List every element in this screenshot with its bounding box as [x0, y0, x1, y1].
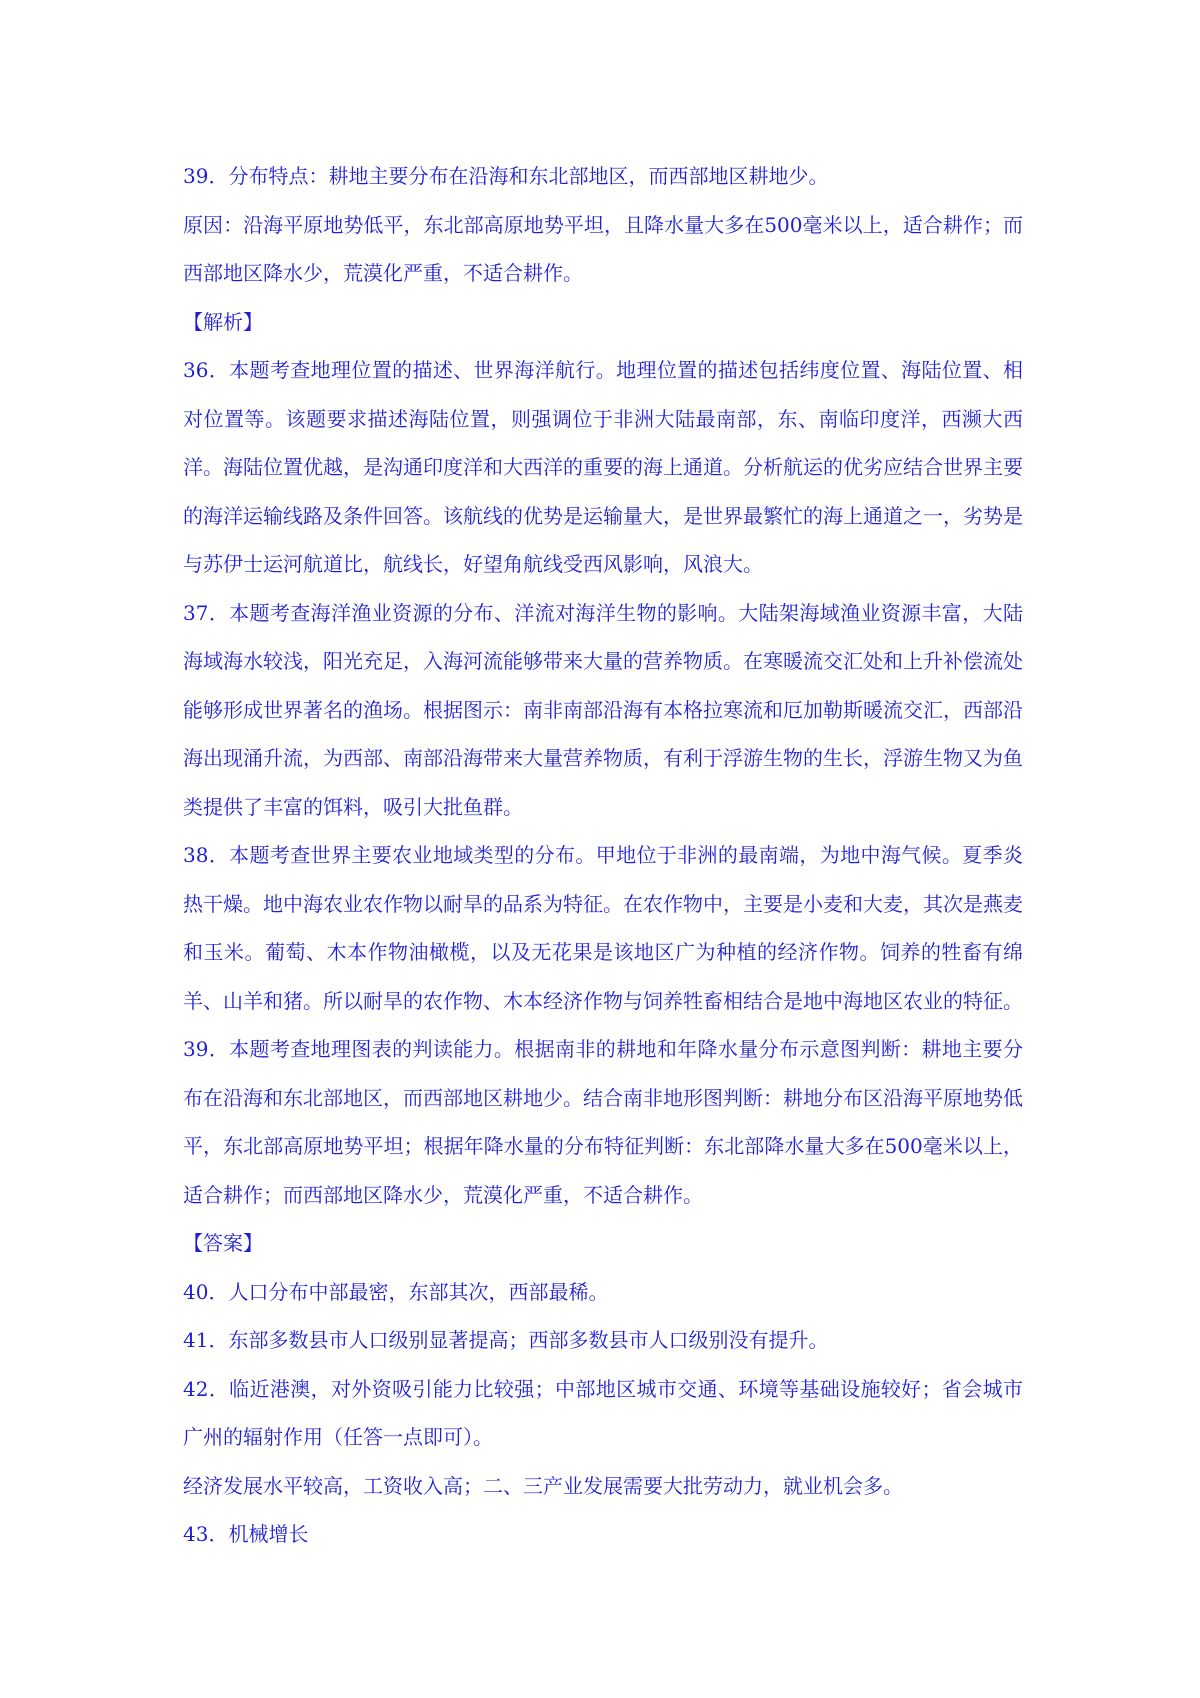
analysis-38: 38．本题考查世界主要农业地域类型的分布。甲地位于非洲的最南端，为地中海气候。夏季炎热干燥。地中海农业农作物以耐旱的品系为特征。在农作物中，主要是小麦和大麦，其次是燕麦和玉米。葡萄、木本作物油橄榄，以及无花果是该地区广为种植的经济作物。饲养的牲畜有绵羊、山羊和猪。所以耐旱的农作物、木本经济作物与饲养牲畜相结合是地中海地区农业的特征。	[183, 843, 1023, 1013]
answer-heading: 【答案】	[183, 1231, 263, 1255]
analysis-39: 39．本题考查地理图表的判读能力。根据南非的耕地和年降水量分布示意图判断：耕地主要分布在沿海和东北部地区，而西部地区耕地少。结合南非地形图判断：耕地分布区沿海平原地势低平，东北部高原地势平坦；根据年降水量的分布特征判断：东北部降水量大多在500毫米以上，适合耕作；而西部地区降水少，荒漠化严重，不适合耕作。	[183, 1037, 1023, 1207]
answer-42-continued: 经济发展水平较高，工资收入高；二、三产业发展需要大批劳动力，就业机会多。	[183, 1473, 903, 1498]
analysis-36: 36．本题考查地理位置的描述、世界海洋航行。地理位置的描述包括纬度位置、海陆位置、相对位置等。该题要求描述海陆位置，则强调位于非洲大陆最南部，东、南临印度洋，西濒大西洋。海陆位置优越，是沟通印度洋和大西洋的重要的海上通道。分析航运的优劣应结合世界主要的海洋运输线路及条件回答。该航线的优势是运输量大，是世界最繁忙的海上通道之一，劣势是与苏伊士运河航道比，航线长，好望角航线受西风影响，风浪大。	[183, 358, 1023, 576]
analysis-37: 37．本题考查海洋渔业资源的分布、洋流对海洋生物的影响。大陆架海域渔业资源丰富，大陆海域海水较浅，阳光充足，入海河流能够带来大量的营养物质。在寒暖流交汇处和上升补偿流处能够形成世界著名的渔场。根据图示：南非南部沿海有本格拉寒流和厄加勒斯暖流交汇，西部沿海出现涌升流，为西部、南部沿海带来大量营养物质，有利于浮游生物的生长，浮游生物又为鱼类提供了丰富的饵料，吸引大批鱼群。	[183, 600, 1023, 819]
answer-39-distribution: 39．分布特点：耕地主要分布在沿海和东北部地区，而西部地区耕地少。	[183, 164, 829, 188]
analysis-heading: 【解析】	[183, 309, 263, 334]
answer-39-reason: 原因：沿海平原地势低平，东北部高原地势平坦，且降水量大多在500毫米以上，适合耕作；而西部地区降水少，荒漠化严重，不适合耕作。	[183, 212, 1023, 285]
answer-42: 42．临近港澳，对外资吸引能力比较强；中部地区城市交通、环境等基础设施较好；省会城市广州的辐射作用（任答一点即可）。	[183, 1376, 1023, 1449]
answer-43: 43．机械增长	[183, 1522, 309, 1546]
answer-40: 40．人口分布中部最密，东部其次，西部最稀。	[183, 1279, 609, 1304]
document-page	[183, 152, 1023, 1559]
answer-41: 41．东部多数县市人口级别显著提高；西部多数县市人口级别没有提升。	[183, 1328, 829, 1352]
